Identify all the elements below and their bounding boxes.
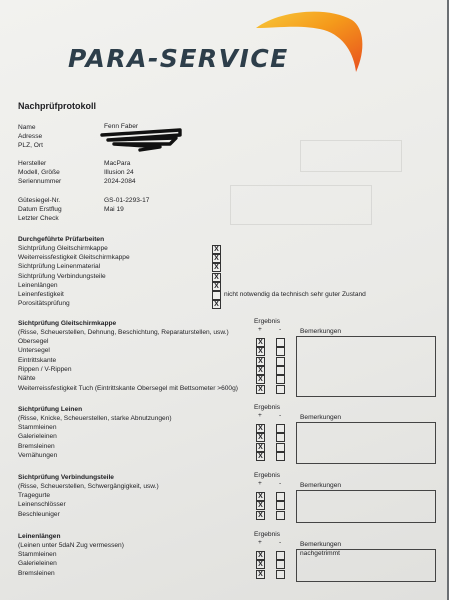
result-minus-checkbox[interactable]: [276, 375, 285, 384]
check-item-checkbox[interactable]: X: [212, 263, 221, 272]
result-minus-checkbox[interactable]: [276, 357, 285, 366]
serial-number-value: 2024-2084: [104, 178, 136, 185]
inspection-row-label: Obersegel: [18, 338, 49, 345]
manufacturer-label: Hersteller: [18, 160, 47, 167]
section-subheading: (Risse, Scheuerstellen, Schwergängigkeit, usw.): [18, 483, 159, 490]
manufacturer-value: MacPara: [104, 160, 131, 167]
result-minus-checkbox[interactable]: [276, 433, 285, 442]
plus-column-label: +: [258, 539, 262, 546]
first-flight-value: Mai 19: [104, 206, 124, 213]
bleed-through-mark: [230, 185, 372, 225]
result-plus-checkbox[interactable]: X: [256, 357, 265, 366]
remarks-box[interactable]: [296, 422, 436, 464]
check-item-checkbox[interactable]: X: [212, 300, 221, 309]
result-minus-checkbox[interactable]: [276, 501, 285, 510]
check-item-checkbox[interactable]: X: [212, 254, 221, 263]
section-heading: Sichtprüfung Verbindungsteile: [18, 474, 114, 481]
seal-number-value: GS-01-2293-17: [104, 197, 150, 204]
inspection-row-label: Beschleuniger: [18, 510, 60, 518]
plus-column-label: +: [258, 412, 262, 419]
result-minus-checkbox[interactable]: [276, 560, 285, 569]
inspection-row-label: Leinenschlösser: [18, 501, 66, 509]
check-item-label: Sichtprüfung Leinenmaterial: [18, 263, 101, 271]
model-size-label: Modell, Größe: [18, 169, 60, 176]
check-item-label: Porositätsprüfung: [18, 300, 70, 308]
model-size-value: Illusion 24: [104, 169, 134, 176]
plus-column-label: +: [258, 326, 262, 333]
inspection-row-label: Eintrittskante: [18, 356, 57, 364]
result-plus-checkbox[interactable]: X: [256, 424, 265, 433]
customer-name-value: Fenn Faber: [104, 123, 139, 130]
result-plus-checkbox[interactable]: X: [256, 338, 265, 347]
remarks-label: Bemerkungen: [300, 328, 342, 335]
inspection-row-label: Galerieleinen: [18, 433, 57, 441]
result-minus-checkbox[interactable]: [276, 366, 285, 375]
inspection-row-label: Galerieleinen: [18, 560, 57, 568]
check-item-label: Sichtprüfung Verbindungsteile: [18, 272, 106, 280]
customer-address-label: Adresse: [18, 133, 43, 140]
result-plus-checkbox[interactable]: X: [256, 433, 265, 442]
redaction-scribble: [100, 126, 184, 152]
page-title: Nachprüfprotokoll: [18, 101, 96, 111]
result-minus-checkbox[interactable]: [276, 551, 285, 560]
check-item-checkbox[interactable]: X: [212, 245, 221, 254]
remarks-box[interactable]: [296, 490, 436, 523]
minus-column-label: -: [279, 326, 282, 333]
result-plus-checkbox[interactable]: X: [256, 385, 265, 394]
section-subheading: (Risse, Scheuerstellen, Dehnung, Beschichtung, Reparaturstellen, usw.): [18, 329, 229, 336]
inspection-row-label: Weiterreissfestigkeit Tuch (Eintrittskante Obersegel mit Bettsometer >600g): [18, 384, 238, 392]
result-plus-checkbox[interactable]: X: [256, 492, 265, 501]
check-item-label: Leinenlängen: [18, 281, 58, 289]
minus-column-label: -: [279, 412, 282, 419]
inspection-row-label: Tragegurte: [18, 492, 51, 499]
inspection-row-label: Untersegel: [18, 347, 50, 355]
section-heading: Leinenlängen: [18, 533, 61, 540]
section-heading: Sichtprüfung Gleitschirmkappe: [18, 320, 117, 327]
result-label: Ergebnis: [254, 472, 281, 479]
plus-column-label: +: [258, 480, 262, 487]
result-label: Ergebnis: [254, 318, 281, 325]
seal-number-label: Gütesiegel-Nr.: [18, 197, 61, 204]
result-plus-checkbox[interactable]: X: [256, 551, 265, 560]
minus-column-label: -: [279, 480, 282, 487]
remarks-label: Bemerkungen: [300, 541, 342, 548]
check-item-checkbox[interactable]: X: [212, 273, 221, 282]
result-plus-checkbox[interactable]: X: [256, 443, 265, 452]
result-minus-checkbox[interactable]: [276, 443, 285, 452]
check-item-label: Sichtprüfung Gleitschirmkappe: [18, 245, 108, 252]
result-minus-checkbox[interactable]: [276, 492, 285, 501]
check-item-checkbox[interactable]: [212, 291, 221, 300]
inspection-row-label: Stammleinen: [18, 551, 57, 558]
result-plus-checkbox[interactable]: X: [256, 366, 265, 375]
section-subheading: (Leinen unter 5daN Zug vermessen): [18, 542, 124, 549]
check-item-label: Weiterreissfestigkeit Gleitschirmkappe: [18, 254, 130, 262]
result-plus-checkbox[interactable]: X: [256, 570, 265, 579]
remarks-label: Bemerkungen: [300, 414, 342, 421]
inspection-row-label: Nähte: [18, 375, 36, 383]
result-label: Ergebnis: [254, 404, 281, 411]
result-minus-checkbox[interactable]: [276, 424, 285, 433]
serial-number-label: Seriennummer: [18, 178, 62, 185]
check-item-checkbox[interactable]: X: [212, 282, 221, 291]
check-item-label: Leinenfestigkeit: [18, 291, 64, 298]
result-minus-checkbox[interactable]: [276, 511, 285, 520]
result-label: Ergebnis: [254, 531, 281, 538]
check-item-note: nicht notwendig da technisch sehr guter Zustand: [224, 291, 366, 298]
result-minus-checkbox[interactable]: [276, 385, 285, 394]
last-check-label: Letzter Check: [18, 215, 59, 222]
result-plus-checkbox[interactable]: X: [256, 511, 265, 520]
minus-column-label: -: [279, 539, 282, 546]
remarks-box[interactable]: [296, 336, 436, 397]
result-plus-checkbox[interactable]: X: [256, 452, 265, 461]
section-heading: Sichtprüfung Leinen: [18, 406, 83, 413]
inspection-row-label: Rippen / V-Rippen: [18, 365, 72, 373]
result-plus-checkbox[interactable]: X: [256, 375, 265, 384]
inspection-row-label: Bremsleinen: [18, 442, 55, 450]
first-flight-label: Datum Erstflug: [18, 206, 62, 213]
customer-city-label: PLZ, Ort: [18, 142, 43, 149]
result-plus-checkbox[interactable]: X: [256, 347, 265, 356]
inspection-row-label: Stammleinen: [18, 424, 57, 431]
customer-name-label: Name: [18, 124, 36, 131]
result-minus-checkbox[interactable]: [276, 570, 285, 579]
remarks-label: Bemerkungen: [300, 482, 342, 489]
result-minus-checkbox[interactable]: [276, 347, 285, 356]
bleed-through-mark: [300, 140, 402, 172]
checks-heading: Durchgeführte Prüfarbeiten: [18, 236, 105, 243]
result-minus-checkbox[interactable]: [276, 338, 285, 347]
brand-logo-text: PARA-SERVICE: [68, 44, 289, 73]
result-plus-checkbox[interactable]: X: [256, 501, 265, 510]
inspection-row-label: Vernähungen: [18, 451, 58, 459]
inspection-row-label: Bremsleinen: [18, 569, 55, 577]
remarks-value: nachgetrimmt: [300, 550, 340, 557]
result-minus-checkbox[interactable]: [276, 452, 285, 461]
section-subheading: (Risse, Knicke, Scheuerstellen, starke Abnutzungen): [18, 415, 172, 422]
result-plus-checkbox[interactable]: X: [256, 560, 265, 569]
